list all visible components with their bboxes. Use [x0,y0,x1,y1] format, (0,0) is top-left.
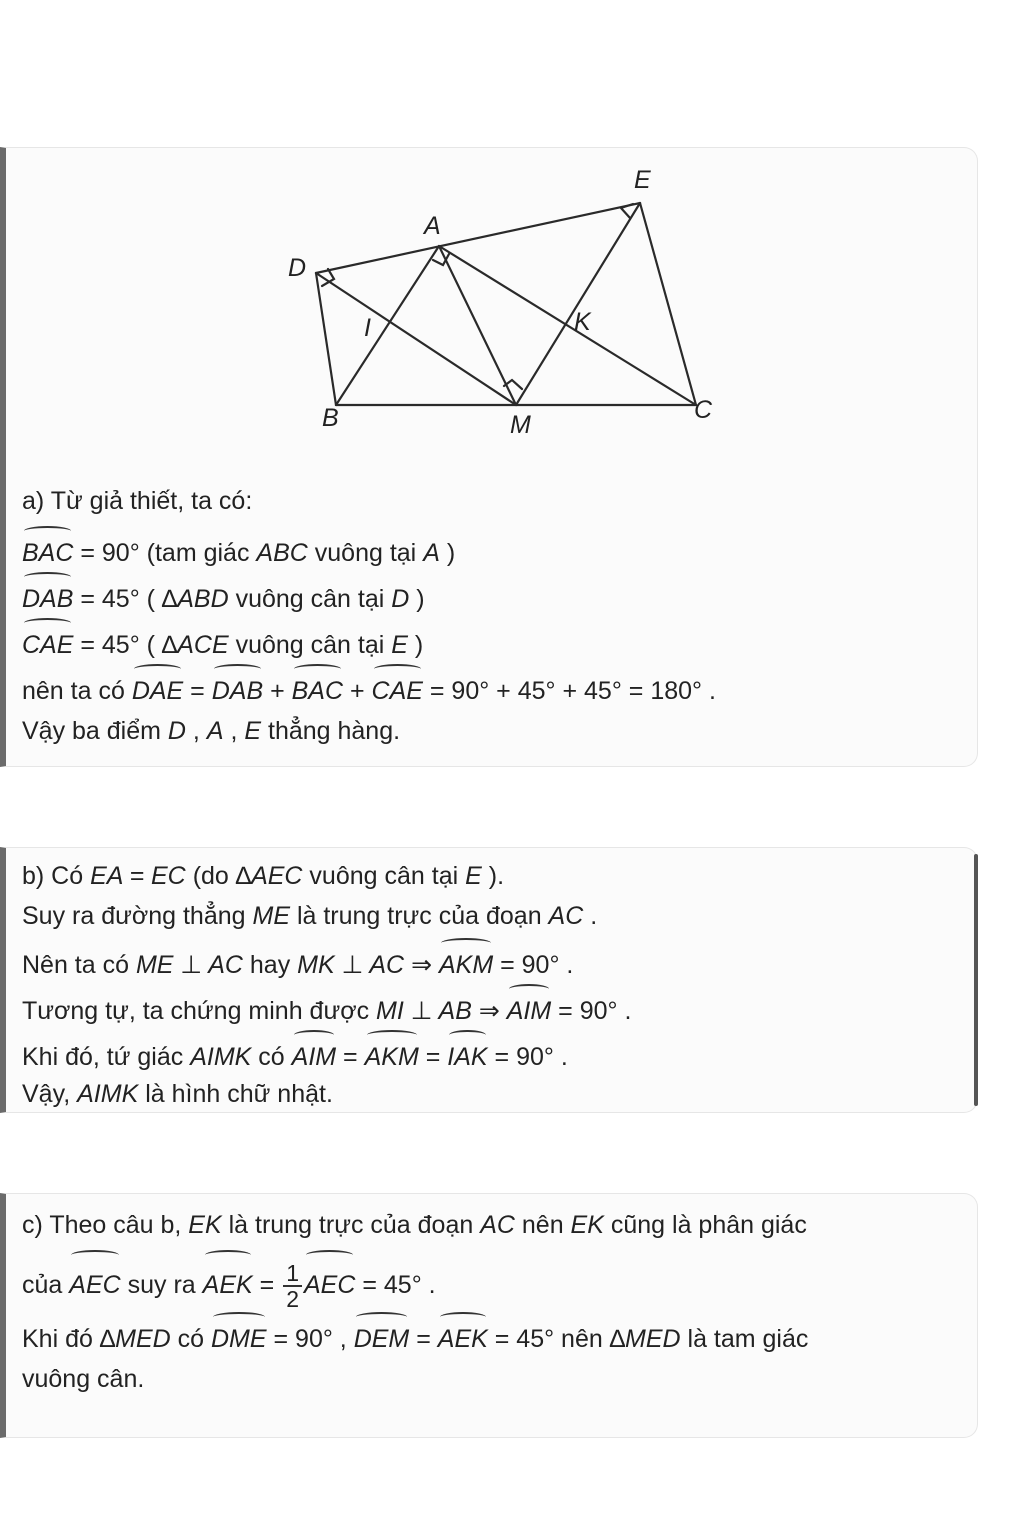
part-b-line-3: Nên ta có ME ⊥ AC hay MK ⊥ AC ⇒ AKM = 90° . [22,936,977,982]
part-b-line-5: Khi đó, tứ giác AIMK có AIM = AKM = IAK = 90° . [22,1028,977,1074]
label-D: D [288,254,307,282]
part-a-line-4: CAE = 45° ( ∆ACE vuông cân tại E ) [22,616,977,662]
solution-part-b-card [0,847,978,1113]
label-K: K [574,308,591,336]
part-c-line-2: của AEC suy ra AEK = $\frac{1}{2}$ AEC = 45° . [22,1248,977,1310]
part-a-line-5: nên ta có DAE = DAB + BAC + CAE = 90° + 45° + 45° = 180° . [22,662,977,708]
part-b-line-2: Suy ra đường thẳng ME là trung trực của đoạn AC . [22,902,598,930]
part-a-line-1: a) Từ giả thiết, ta có: [22,487,253,515]
label-M: M [510,411,531,439]
part-a-line-3: DAB = 45° ( ∆ABD vuông cân tại D ) [22,570,977,616]
geometry-diagram [6,148,966,478]
label-I: I [364,314,371,342]
solution-part-a-card [0,147,978,767]
part-a-line-2: BAC = 90° (tam giác ABC vuông tại A ) [22,524,977,570]
part-c-line-3: Khi đó ∆MED có DME = 90° , DEM = AEK = 45° nên ∆MED là tam giác [22,1310,977,1356]
part-b-line-6: Vậy, AIMK là hình chữ nhật. [22,1080,333,1108]
fraction-one-half: $\frac{1}{2}$ [283,1261,302,1311]
part-b-line-4: Tương tự, ta chứng minh được MI ⊥ AB ⇒ AIM = 90° . [22,982,977,1028]
part-a-line-6: Vậy ba điểm D , A , E thẳng hàng. [22,717,401,745]
solution-part-c-card [0,1193,978,1438]
geometry-figure [22,148,977,478]
label-E: E [634,166,651,194]
label-B: B [322,404,339,432]
part-c-line-1: c) Theo câu b, EK là trung trực của đoạn AC nên EK cũng là phân giác [22,1211,807,1239]
label-C: C [694,396,713,424]
label-A: A [424,212,441,240]
part-c-line-4: vuông cân. [22,1365,145,1393]
part-b-line-1: b) Có EA = EC (do ∆AEC vuông cân tại E ). [22,862,505,890]
